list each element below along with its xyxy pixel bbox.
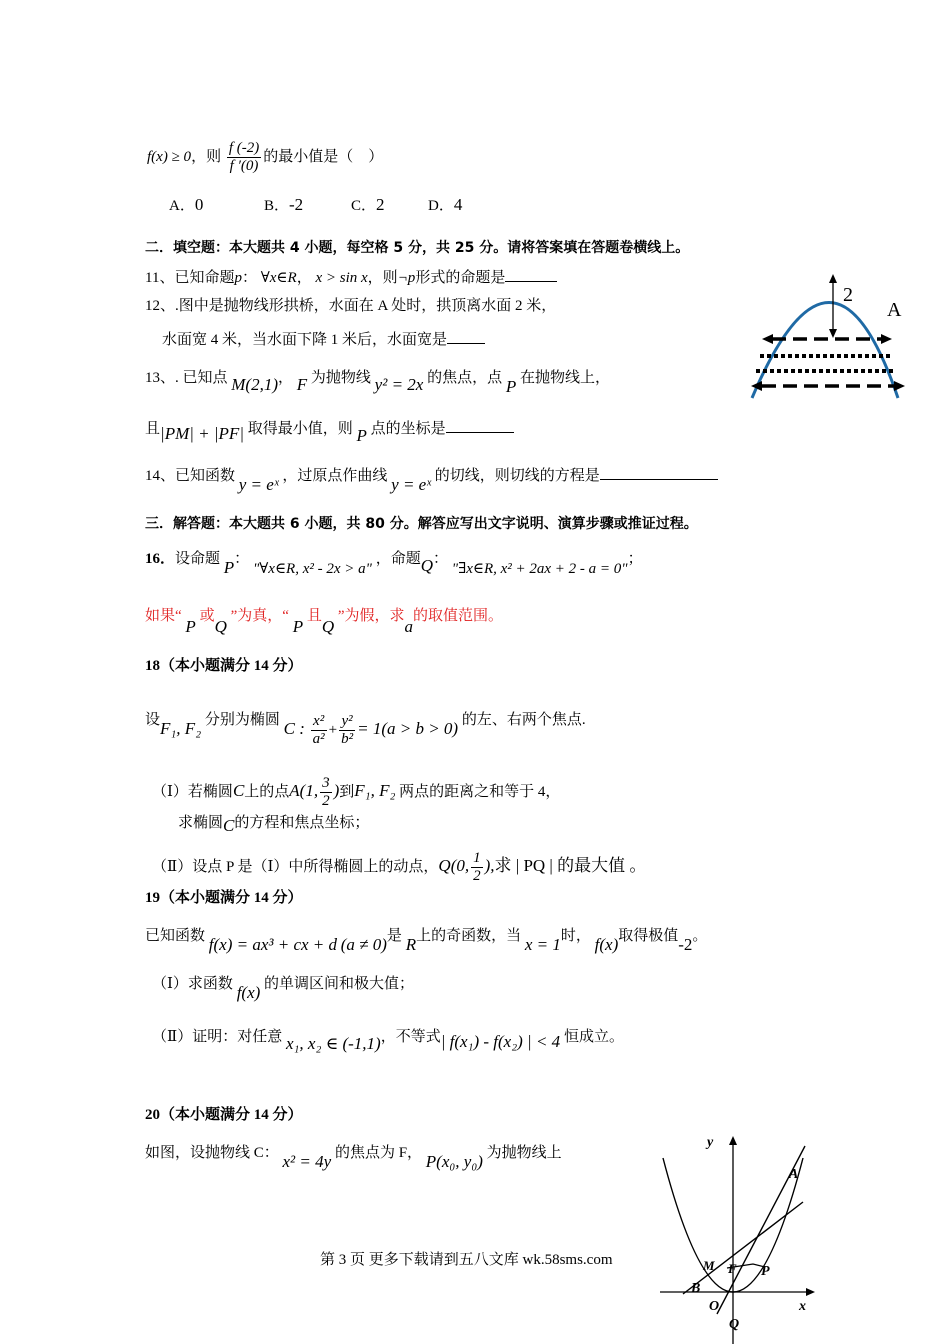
- ellipse-y-term: $\frac{\text{y²}}{\text{b²}}$: [341, 713, 354, 747]
- q10-option-b: B．-2: [264, 195, 304, 214]
- q14: 14、已知函数 y = eˣ ，过原点作曲线 y = eˣ 的切线，则切线的方程是: [145, 465, 718, 486]
- q18-part2: （Ⅱ）设点 P 是（Ⅰ）中所得椭圆上的动点，Q(0, $\frac{1}{2}$ ),求 | PQ | 的最大值 。: [152, 850, 647, 884]
- section2-heading: 二．填空题：本大题共 4 小题，每空格 5 分，共 25 分。请将答案填在答题卷横线上。: [145, 240, 690, 256]
- q10-option-c: C．2: [351, 195, 385, 214]
- label-q: Q: [729, 1317, 740, 1332]
- q19-part2: （Ⅱ）证明：对任意 x₁, x₂ ∈ (-1,1)，不等式| f(x₁) - f(x₂) | < 4 恒成立。: [152, 1029, 624, 1053]
- parabola-figure: [655, 1128, 825, 1344]
- q12-line1: 12、.图中是抛物线形拱桥，水面在 A 处时，拱顶离水面 2 米，: [145, 298, 557, 314]
- q18-part1-line2: 求椭圆C的方程和焦点坐标；: [178, 815, 370, 835]
- label-b: B: [691, 1281, 701, 1296]
- q11-answer-blank: [505, 267, 557, 282]
- section3-heading: 三．解答题：本大题共 6 小题，共 80 分。解答应写出文字说明、演算步骤或推证过程。: [145, 516, 698, 532]
- q16-line1: 16．设命题 P： "∀x∈R, x² - 2x > a" ，命题Q： "∃x∈R, x² + 2ax + 2 - a = 0"；: [145, 551, 643, 577]
- x-axis-label: x: [799, 1299, 806, 1314]
- water-label-a: A: [887, 299, 902, 321]
- page-footer: 第 3 页 更多下载请到五八文库 wk.58sms.com: [320, 1252, 613, 1268]
- q10-option-d: D．4: [428, 195, 463, 214]
- q10-option-a: A．0: [169, 195, 204, 214]
- q20-title: 20（本小题满分 14 分）: [145, 1107, 303, 1123]
- height-label: 2: [843, 284, 853, 306]
- point-a-fraction: $\frac{3}{2}$: [322, 775, 330, 809]
- label-f: F: [728, 1261, 737, 1276]
- q18-intro: 设F₁, F₂ 分别为椭圆 C : $\frac{\text{x²}}{\text{a²}}$ + $\frac{\text{y²}}{\text{b²}}$ = 1(a > b > 0) 的左、右两个焦点.: [145, 711, 586, 747]
- q10-condition: f(x) ≥ 0: [147, 148, 192, 165]
- label-o: O: [709, 1299, 720, 1314]
- tangent-line: [683, 1202, 803, 1294]
- label-a: A: [789, 1167, 799, 1182]
- q13-line2: 且|PM| + |PF| 取得最小值，则 P 点的坐标是: [145, 418, 514, 439]
- ellipse-x-term: $\frac{\text{x²}}{\text{a²}}$: [312, 713, 325, 747]
- q20-intro: 如图，设抛物线 C： x² = 4y 的焦点为 F， P(x₀, y₀) 为抛物线上: [145, 1145, 562, 1171]
- y-axis-label: y: [707, 1135, 714, 1150]
- q18-part1: （Ⅰ）若椭圆C上的点A(1, $\frac{3}{2}$ )到F₁, F₂ 两点的距离之和等于 4，: [152, 775, 561, 809]
- q12-answer-blank: [447, 329, 485, 344]
- q10-fraction: $\frac{f (-2)}{f '(0)}$: [228, 140, 260, 174]
- q19-title: 19（本小题满分 14 分）: [145, 890, 303, 906]
- bridge-arch-figure: [740, 265, 915, 405]
- arch-curve: [752, 303, 898, 399]
- q10-stem: f(x) ≥ 0，则 $\frac{f (-2)}{f '(0)}$ 的最小值是（ ）: [147, 140, 384, 174]
- q13-line1: 13、. 已知点 M(2,1)， F 为抛物线 y² = 2x 的焦点，点 P 在抛物线上，: [145, 370, 611, 396]
- q11: 11、已知命题p： ∀x∈R， x > sin x，则¬p形式的命题是: [145, 267, 557, 288]
- q12-line2: 水面宽 4 米，当水面下降 1 米后，水面宽是: [162, 329, 485, 350]
- q16-line2: 如果“ P 或Q ”为真，“ P 且Q ”为假，求a的取值范围。: [145, 608, 504, 636]
- label-m: M: [703, 1258, 715, 1273]
- point-q-fraction: $\frac{1}{2}$: [473, 850, 481, 884]
- q19-intro: 已知函数 f(x) = ax³ + cx + d (a ≠ 0)是 R上的奇函数，当 x = 1时， f(x)取得极值-2。: [145, 928, 708, 954]
- q19-part1: （Ⅰ）求函数 f(x) 的单调区间和极大值；: [152, 976, 415, 1002]
- q18-title: 18（本小题满分 14 分）: [145, 658, 303, 674]
- q14-answer-blank: [600, 465, 718, 480]
- q13-answer-blank: [446, 418, 514, 433]
- label-p: P: [761, 1264, 770, 1279]
